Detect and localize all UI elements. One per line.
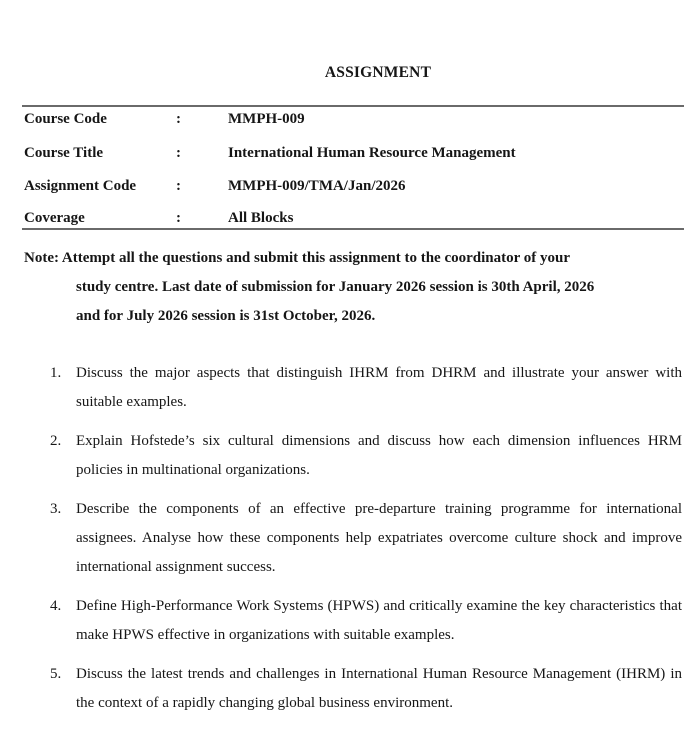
- question-list: [50, 359, 682, 728]
- meta-label: Coverage: [24, 210, 85, 226]
- top-divider: [22, 105, 684, 107]
- meta-colon: :: [176, 145, 181, 161]
- note-line-3: and for July 2026 session is 31st October, 2026.: [76, 308, 376, 324]
- question-text: Discuss the major aspects that distinguish IHRM from DHRM and illustrate your answer with suitable examples.: [76, 365, 682, 410]
- meta-value: All Blocks: [228, 210, 294, 226]
- meta-value: International Human Resource Management: [228, 145, 516, 161]
- note-line-1: Note: Attempt all the questions and submit this assignment to the coordinator of your: [24, 250, 570, 266]
- question-item: [50, 660, 682, 718]
- meta-value: MMPH-009: [228, 111, 305, 127]
- question-number: 4.: [50, 598, 62, 614]
- question-number: 2.: [50, 433, 62, 449]
- note-line-2: study centre. Last date of submission for January 2026 session is 30th April, 2026: [76, 279, 595, 295]
- question-item: [50, 495, 682, 582]
- meta-label: Assignment Code: [24, 178, 137, 194]
- question-text: Describe the components of an effective pre-departure training programme for international assignees. Analyse how these components help expatriates overcome culture shock and improve international assignment success.: [76, 501, 682, 575]
- document-title: ASSIGNMENT: [324, 64, 432, 81]
- question-number: 3.: [50, 501, 62, 517]
- bottom-divider: [22, 228, 684, 230]
- submission-note: [24, 244, 674, 331]
- question-text: Explain Hofstede’s six cultural dimensions and discuss how each dimension influences HRM policies in multinational organizations.: [76, 433, 682, 478]
- question-number: 1.: [50, 365, 62, 381]
- question-number: 5.: [50, 666, 62, 682]
- meta-label: Course Title: [24, 145, 104, 161]
- question-text: Discuss the latest trends and challenges in International Human Resource Management (IHRM) in the context of a rapidly changing global business environment.: [76, 666, 682, 711]
- meta-value: MMPH-009/TMA/Jan/2026: [228, 178, 406, 194]
- meta-colon: :: [176, 178, 181, 194]
- question-item: [50, 359, 682, 417]
- question-item: [50, 592, 682, 650]
- meta-colon: :: [176, 210, 181, 226]
- meta-label: Course Code: [24, 111, 107, 127]
- meta-colon: :: [176, 111, 181, 127]
- question-text: Define High-Performance Work Systems (HPWS) and critically examine the key characteristics that make HPWS effective in organizations with suitable examples.: [76, 598, 682, 643]
- question-item: [50, 427, 682, 485]
